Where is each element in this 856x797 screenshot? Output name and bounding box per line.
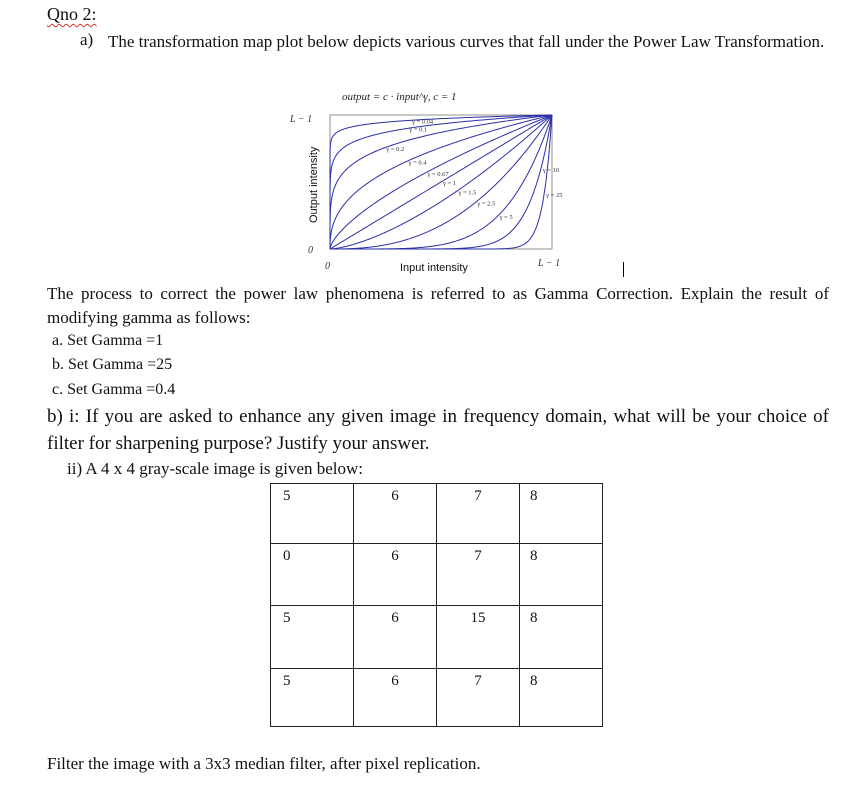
gamma-curve-label: γ = 0.67 [427,170,449,178]
y-axis-label: Output intensity [308,146,320,223]
gamma-curve-label: γ = 0.4 [408,159,427,167]
part-b-sub-ii: ii) A 4 x 4 gray-scale image is given below: [67,459,364,478]
grid-row [271,544,603,606]
grid-cell: 5 [271,669,354,727]
gamma-curve-label: γ = 25 [546,192,563,199]
part-a-label: a) [80,30,94,49]
gamma-option-a: a. Set Gamma =1 [52,332,164,349]
grid-cell: 15 [437,606,520,669]
grid-cell: 0 [271,544,354,606]
x-axis-label: Input intensity [400,262,468,274]
grid-row [271,606,603,669]
grid-cell: 6 [354,544,437,606]
grid-cell: 7 [437,484,520,544]
grid-cell: 6 [354,606,437,669]
grid-cell: 7 [437,544,520,606]
x-origin-tick: 0 [325,261,330,272]
x-end-tick: L − 1 [538,258,561,269]
part-b-question: b) i: If you are asked to enhance any given image in frequency domain, what will be your choice of filter for sharpening purpose? Justify your answer. [47,406,829,454]
grid-cell: 8 [520,484,603,544]
gamma-curve-label: γ = 0.04 [412,118,434,126]
grid-cell: 6 [354,484,437,544]
final-instruction: Filter the image with a 3x3 median filter, after pixel replication. [47,754,481,773]
curve-group [330,115,552,249]
grid-cell: 6 [354,669,437,727]
grid-row [271,669,603,727]
part-a-text: The transformation map plot below depicts various curves that fall under the Power Law Transformation. [108,32,825,51]
grid-cell: 5 [271,606,354,669]
y-top-tick: L − 1 [290,114,313,125]
curve-label-group [385,118,562,221]
grid-cell: 8 [520,606,603,669]
gamma-curve-label: γ = 0.2 [386,145,405,153]
gamma-intro: The process to correct the power law phenomena is referred to as Gamma Correction. Explain the result of modifying gamma as follows: [47,284,829,327]
grid-cell: 8 [520,669,603,727]
gamma-curve-label: γ = 2.5 [477,200,496,208]
grid-cell: 7 [437,669,520,727]
power-law-plot [280,82,590,277]
grid-row [271,484,603,544]
grid-cell: 8 [520,544,603,606]
text-cursor [623,262,624,277]
gamma-curve-label: γ = 0.1 [409,126,428,134]
question-heading: Qno 2: [47,4,97,24]
gamma-option-b: b. Set Gamma =25 [52,356,173,373]
gamma-curve [330,115,552,249]
gamma-option-c: c. Set Gamma =0.4 [52,381,176,398]
y-origin-tick: 0 [308,245,313,256]
gamma-curve-label: γ = 1.5 [458,189,477,197]
gamma-curve-label: γ = 10 [542,166,560,174]
grid-cell: 5 [271,484,354,544]
gamma-curve-label: γ = 1 [443,180,457,187]
gamma-curve-label: γ = 5 [499,214,513,222]
image-grid [270,483,603,727]
plot-title: output = c · input^γ, c = 1 [342,91,457,103]
